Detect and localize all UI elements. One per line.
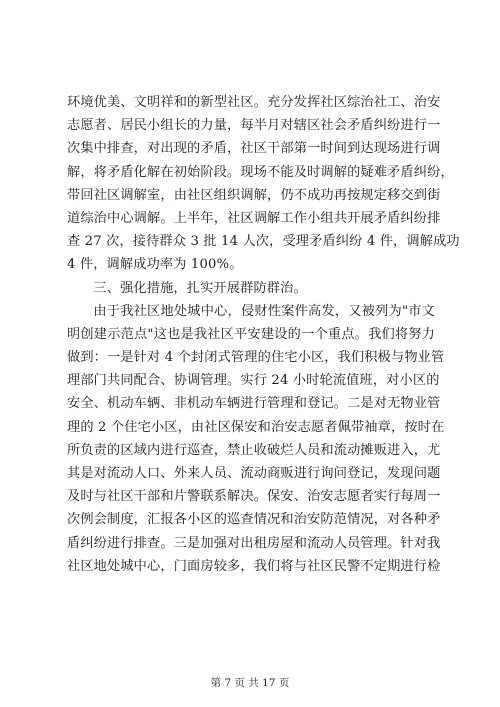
text-line: 社区地处城中心，门面房较多，我们将与社区民警不定期进行检: [67, 558, 441, 574]
text-line: 带回社区调解室，由社区组织调解，仍不成功再按规定移交到街: [67, 187, 441, 203]
text-line: 4 件，调解成功率为 100%。: [67, 257, 243, 273]
text-line: 理的 2 个住宅小区，由社区保安和治安志愿者佩带袖章，按时在: [67, 419, 445, 435]
text-line: 环境优美、文明祥和的新型社区。充分发挥社区综治社工、治安: [67, 95, 441, 110]
text-line: 次集中排查，对出现的矛盾，社区干部第一时间到达现场进行调: [67, 141, 441, 157]
section-heading: 三、强化措施，扎实开展群防群治。: [93, 280, 307, 296]
text-line: 理部门共同配合、协调管理。实行 24 小时轮流值班，对小区的: [67, 373, 440, 389]
text-line: 安全、机动车辆、非机动车辆进行管理和登记。二是对无物业管: [67, 396, 441, 412]
page-number-footer: 第 7 页 共 17 页: [210, 677, 290, 689]
text-line: 道综治中心调解。上半年，社区调解工作小组共开展矛盾纠纷排: [67, 210, 441, 226]
text-line: 志愿者、居民小组长的力量，每半月对辖区社会矛盾纠纷进行一: [67, 118, 441, 134]
text-line: 及时与社区干部和片警联系解决。保安、治安志愿者实行每周一: [67, 489, 441, 505]
text-line: 由于我社区地处城中心，侵财性案件高发，又被列为"市文: [93, 303, 435, 319]
text-line: 盾纠纷进行排查。三是加强对出租房屋和流动人员管理。针对我: [67, 535, 441, 551]
text-line: 明创建示范点"这也是我社区平安建设的一个重点。我们将努力: [67, 326, 435, 342]
text-line: 查 27 次，接待群众 3 批 14 人次，受理矛盾纠纷 4 件，调解成功: [67, 234, 460, 250]
text-line: 次例会制度，汇报各小区的巡查情况和治安防范情况，对各种矛: [67, 512, 441, 528]
text-line: 所负责的区域内进行巡查，禁止收破烂人员和流动摊贩进入，尤: [67, 442, 441, 458]
text-line: 做到：一是针对 4 个封闭式管理的住宅小区，我们积极与物业管: [67, 350, 445, 366]
text-line: 解，将矛盾化解在初始阶段。现场不能及时调解的疑难矛盾纠纷，: [67, 164, 454, 180]
text-line: 其是对流动人口、外来人员、流动商贩进行询问登记，发现问题: [67, 466, 441, 481]
document-body: [67, 91, 460, 578]
